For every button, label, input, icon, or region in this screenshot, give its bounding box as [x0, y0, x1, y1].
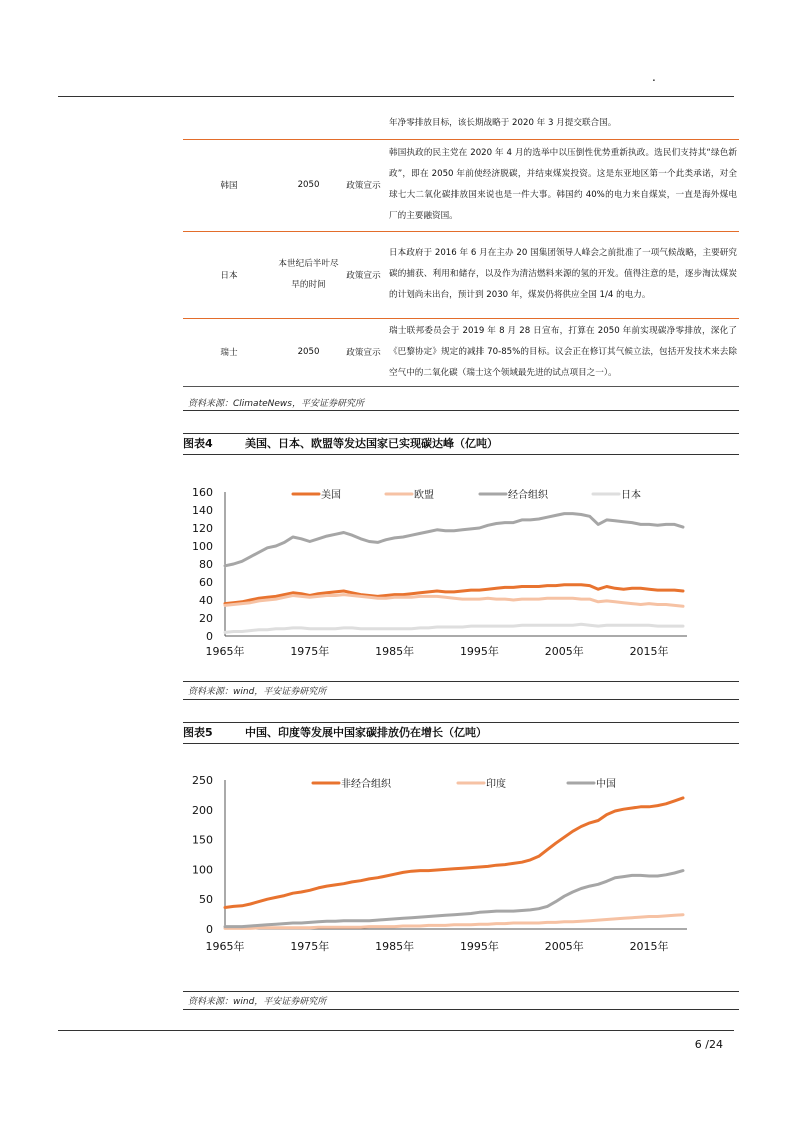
legend-label: 欧盟 [414, 490, 434, 501]
figure5-title-bar [183, 722, 739, 744]
figure5-chart [183, 768, 739, 958]
header-dot: . [652, 70, 656, 84]
type-cell: 政策宣示 [346, 270, 381, 281]
x-tick-label: 1975年 [290, 940, 330, 953]
year-cell: 本世纪后半叶尽早的时间 [278, 258, 339, 290]
footer-rule [58, 1030, 734, 1031]
figure4-source: 资料来源：wind，平安证券研究所 [188, 687, 327, 697]
x-tick-label: 2015年 [629, 940, 669, 953]
type-cell: 政策宣示 [346, 181, 381, 191]
y-tick-label: 100 [192, 540, 213, 553]
desc-cell: 瑞士联邦委员会于 2019 年 8 月 28 日宣布，打算在 2050 年前实现碳净零排放，深化了《巴黎协定》规定的减排 70-85%的目标。议会正在修订其气候立法，包括开发技术来去除空气中的二氧化碳（瑞士这个领域最先进的试点项目之一）。 [389, 325, 737, 378]
y-tick-label: 0 [206, 923, 213, 936]
y-tick-label: 150 [192, 833, 213, 847]
policy-table [183, 108, 739, 387]
source-rule [183, 410, 739, 411]
table-row [183, 108, 739, 139]
figure4-title-bar [183, 433, 739, 455]
y-tick-label: 250 [192, 774, 213, 787]
desc-cell: 韩国执政的民主党在 2020 年 4 月的选举中以压倒性优势重新执政。选民们支持其“绿色新政”，即在 2050 年前使经济脱碳，并结束煤炭投资。这是东亚地区第一个此类承诺，对全球七大二氧化碳排放国来说也是一件大事。韩国约 40%的电力来自煤炭，一直是海外煤电厂的主要融资国。 [389, 148, 737, 221]
y-tick-label: 0 [206, 630, 213, 643]
table-row [183, 139, 739, 231]
legend-label: 中国 [596, 779, 616, 790]
page-number: 6 /24 [694, 1038, 723, 1051]
x-tick-label: 1965年 [205, 940, 245, 953]
x-tick-label: 2005年 [544, 940, 584, 953]
table-source: 资料来源：ClimateNews，平安证券研究所 [188, 399, 364, 409]
table-row [183, 231, 739, 318]
legend-label: 美国 [321, 490, 341, 501]
y-tick-label: 40 [199, 594, 213, 607]
y-tick-label: 50 [199, 893, 213, 907]
x-tick-label: 1985年 [375, 940, 415, 953]
y-tick-label: 200 [192, 803, 213, 817]
figure5-title: 中国、印度等发展中国家碳排放仍在增长（亿吨） [245, 726, 487, 739]
country-cell: 瑞士 [220, 348, 238, 358]
y-tick-label: 80 [199, 558, 213, 571]
legend-label: 经合组织 [508, 490, 548, 501]
x-tick-label: 2015年 [629, 645, 669, 658]
country-cell: 韩国 [220, 181, 238, 191]
type-cell [342, 108, 385, 139]
x-tick-label: 1995年 [459, 940, 499, 953]
figure4-number: 图表4 [183, 437, 213, 450]
series-line [225, 624, 683, 632]
year-cell: 2050 [297, 346, 320, 357]
legend-label: 非经合组织 [341, 779, 391, 790]
figure5-bottom-rule [183, 1009, 739, 1010]
x-tick-label: 1965年 [205, 645, 245, 658]
y-tick-label: 140 [192, 504, 213, 517]
y-tick-label: 160 [192, 486, 213, 499]
y-tick-label: 20 [199, 612, 213, 625]
table-row [183, 318, 739, 386]
header-rule [58, 96, 734, 97]
figure4-title: 美国、日本、欧盟等发达国家已实现碳达峰（亿吨） [245, 437, 498, 450]
figure5-number: 图表5 [183, 726, 213, 739]
series-line [225, 514, 683, 566]
country-cell: 日本 [220, 270, 238, 281]
x-tick-label: 1975年 [290, 645, 330, 658]
y-tick-label: 100 [192, 863, 213, 877]
y-tick-label: 120 [192, 522, 213, 535]
y-tick-label: 60 [199, 576, 213, 589]
legend-label: 日本 [621, 490, 641, 501]
x-tick-label: 1995年 [459, 645, 499, 658]
desc-cell: 日本政府于 2016 年 6 月在主办 20 国集团领导人峰会之前批准了一项气候战略，主要研究碳的捕获、利用和储存，以及作为清洁燃料来源的氢的开发。值得注意的是，逐步淘汰煤炭的计划尚未出台，预计到 2030 年，煤炭仍将供应全国 1/4 的电力。 [389, 248, 737, 300]
figure5-source: 资料来源：wind，平安证券研究所 [188, 997, 327, 1007]
year-cell [275, 108, 342, 139]
country-cell [183, 108, 275, 139]
series-line [225, 595, 683, 607]
figure4-top-rule [183, 681, 739, 682]
figure4-chart [183, 478, 739, 663]
x-tick-label: 2005年 [544, 645, 584, 658]
series-line [225, 798, 683, 908]
year-cell: 2050 [297, 179, 320, 190]
legend-label: 印度 [486, 779, 506, 790]
figure4-bottom-rule [183, 699, 739, 700]
desc-cell: 年净零排放目标，该长期战略于 2020 年 3 月提交联合国。 [389, 117, 617, 128]
figure5-top-rule [183, 991, 739, 992]
x-tick-label: 1985年 [375, 645, 415, 658]
type-cell: 政策宣示 [346, 348, 381, 358]
